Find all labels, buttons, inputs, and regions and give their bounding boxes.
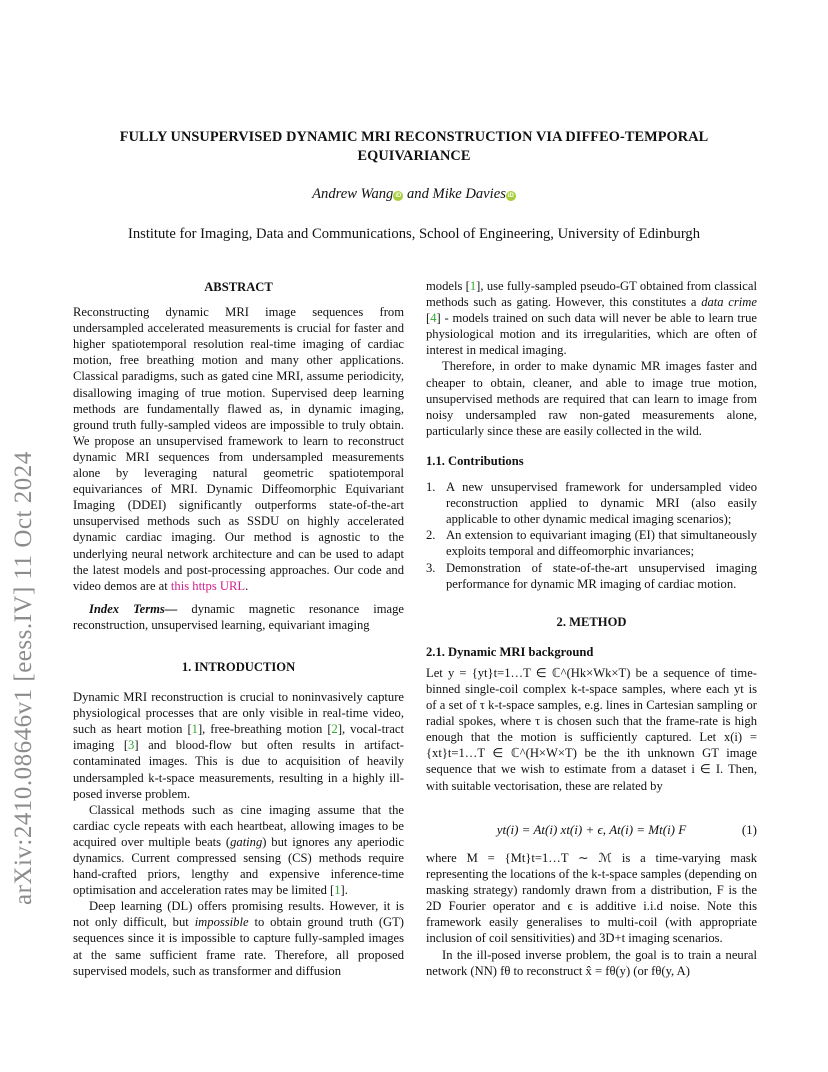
introduction-heading: 1. INTRODUCTION bbox=[181, 659, 296, 674]
contributions-list bbox=[426, 479, 757, 592]
index-terms: Index Terms— dynamic magnetic resonance image reconstruction, unsupervised learning, equivariant imaging bbox=[73, 601, 404, 632]
left-column bbox=[73, 279, 404, 979]
citation-link[interactable]: 1 bbox=[191, 722, 198, 737]
intro-paragraph-2: Classical methods such as cine imaging assume that the cardiac cycle repeats with each heartbeat, allowing images to be acquired over multiple beats (gating) but ignores any aperiodic dynamics. Current compressed sensing (CS) methods require hand-crafted priors, lengthy and expensive inference-time optimisation and acceleration rates may be limited [1]. bbox=[73, 802, 404, 898]
abstract-text: Reconstructing dynamic MRI image sequences from undersampled accelerated measurements is crucial for faster and higher spatiotemporal resolution real-time imaging of cardiac motion, free breathing motion and many other applications. Classical paradigms, such as gated cine MRI, assume periodicity, disallowing imaging of true motion. Supervised deep learning methods are fundamentally flawed as, in dynamic imaging, ground truth fully-sampled videos are impossible to truly obtain. We propose an unsupervised framework to learn to reconstruct dynamic MRI sequences from undersampled measurements alone by leveraging natural geometric spatiotemporal equivariances of MRI. Dynamic Diffeomorphic Equivariant Imaging (DDEI) significantly outperforms state-of-the-art unsupervised methods such as SSDU on highly accelerated dynamic cardiac imaging. Our method is agnostic to the underlying neural network architecture and can be used to adapt the latest models and post-processing approaches. Our code and video demos are at this https URL. bbox=[73, 305, 404, 593]
orcid-icon[interactable]: iD bbox=[507, 193, 514, 199]
title-line-1: FULLY UNSUPERVISED DYNAMIC MRI RECONSTRUCTION VIA DIFFEO-TEMPORAL bbox=[119, 129, 709, 145]
intro-paragraph-1: Dynamic MRI reconstruction is crucial to noninvasively capture physiological processes that are only visible in real-time video, such as heart motion [1], free-breathing motion [2], vocal-tract imaging [3] and blood-flow but often results in artifact-contaminated images. This is due to acquisition of heavily undersampled k-t-space measurements, resulting in a highly ill-posed inverse problem. bbox=[73, 690, 405, 801]
citation-link[interactable]: 1 bbox=[469, 279, 477, 293]
method-heading: 2. METHOD bbox=[556, 614, 627, 629]
author-line bbox=[0, 186, 828, 202]
citation-link[interactable]: 2 bbox=[331, 722, 338, 737]
background-paragraph-3: In the ill-posed inverse problem, the goal is to train a neural network (NN) fθ to reconstruct x̂ = fθ(y) (or fθ(y, A) bbox=[426, 947, 757, 978]
intro-paragraph-4: models [1], use fully-sampled pseudo-GT obtained from classical methods such as gating. However, this constitutes a data crime [4] - models trained on such data will never be able to learn true physiological motion and its irregularities, which are often of interest in medical imaging. bbox=[426, 279, 757, 358]
right-column-continued bbox=[426, 850, 757, 979]
background-paragraph-2: where M = {Mt}t=1…T ∼ ℳ is a time-varying mask representing the locations of the k-t-space samples (depending on masking strategy) randomly drawn from a distribution, F is the 2D Fourier operator and ϵ is additive i.i.d noise. Note this framework easily generalises to multi-coil (with appropriate inclusion of coil sensitivities) and 3D+t imaging scenarios. bbox=[426, 851, 757, 946]
author-name: Mike Davies bbox=[432, 186, 506, 202]
title-line-2: EQUIVARIANCE bbox=[357, 148, 471, 164]
author-separator: and bbox=[403, 186, 433, 202]
equation-1 bbox=[426, 822, 757, 838]
intro-paragraph-3: Deep learning (DL) offers promising results. However, it is not only difficult, but impossible to obtain ground truth (GT) sequences since it is impossible to capture fully-sampled images at the same sufficient frame rate. Therefore, all proposed supervised models, such as transformer and diffusion bbox=[73, 899, 404, 978]
list-item: 2. An extension to equivariant imaging (EI) that simultaneously exploits temporal and diffeomorphic invariances; bbox=[426, 528, 757, 559]
list-item: 3. Demonstration of state-of-the-art unsupervised imaging performance for dynamic MR imaging of cardiac motion. bbox=[426, 560, 757, 591]
list-item: 1. A new unsupervised framework for undersampled video reconstruction applied to dynamic MRI (also easily applicable to other dynamic medical imaging scenarios); bbox=[426, 480, 757, 527]
equation-number: (1) bbox=[741, 822, 757, 837]
affiliation: Institute for Imaging, Data and Communications, School of Engineering, University of Edinburgh bbox=[127, 226, 701, 242]
citation-link[interactable]: 4 bbox=[430, 311, 437, 326]
abstract-heading: ABSTRACT bbox=[204, 280, 273, 294]
orcid-icon[interactable]: iD bbox=[395, 193, 402, 199]
citation-link[interactable]: 3 bbox=[128, 738, 135, 753]
background-paragraph-1: Let y = {yt}t=1…T ∈ ℂ^(Hk×Wk×T) be a sequence of time-binned single-coil complex k-t-space samples, where each yt is of a set of τ k-t-space samples, e.g. lines in Cartesian sampling or radial spokes, where τ is chosen such that the frame-rate is high enough that the motion is sufficiently captured. Let x(i) = {xt}t=1…T ∈ ℂ^(H×W×T) be the ith unknown GT image sequence that we wish to estimate from a dataset i ∈ I. Then, with suitable vectorisation, these are related by bbox=[426, 665, 757, 793]
paper-title bbox=[0, 128, 828, 166]
right-column bbox=[426, 278, 757, 794]
arxiv-identifier: arXiv:2410.08646v1 [eess.IV] 11 Oct 2024 bbox=[10, 451, 37, 905]
author-name: Andrew Wang bbox=[312, 186, 394, 202]
intro-paragraph-5: Therefore, in order to make dynamic MR images faster and cheaper to obtain, cleaner, and able to image true motion, unsupervised methods are required that can learn to image from noisy undersampled raw non-gated measurements alone, particularly since these are easily collected in the wild. bbox=[426, 359, 757, 438]
contributions-heading: 1.1. Contributions bbox=[426, 453, 524, 468]
citation-link[interactable]: 1 bbox=[334, 883, 341, 898]
code-link[interactable]: this https URL bbox=[170, 578, 246, 593]
index-terms-label: Index Terms— bbox=[89, 601, 178, 616]
background-heading: 2.1. Dynamic MRI background bbox=[426, 644, 594, 659]
equation-body: yt(i) = At(i) xt(i) + ϵ, At(i) = Mt(i) F bbox=[496, 822, 687, 837]
